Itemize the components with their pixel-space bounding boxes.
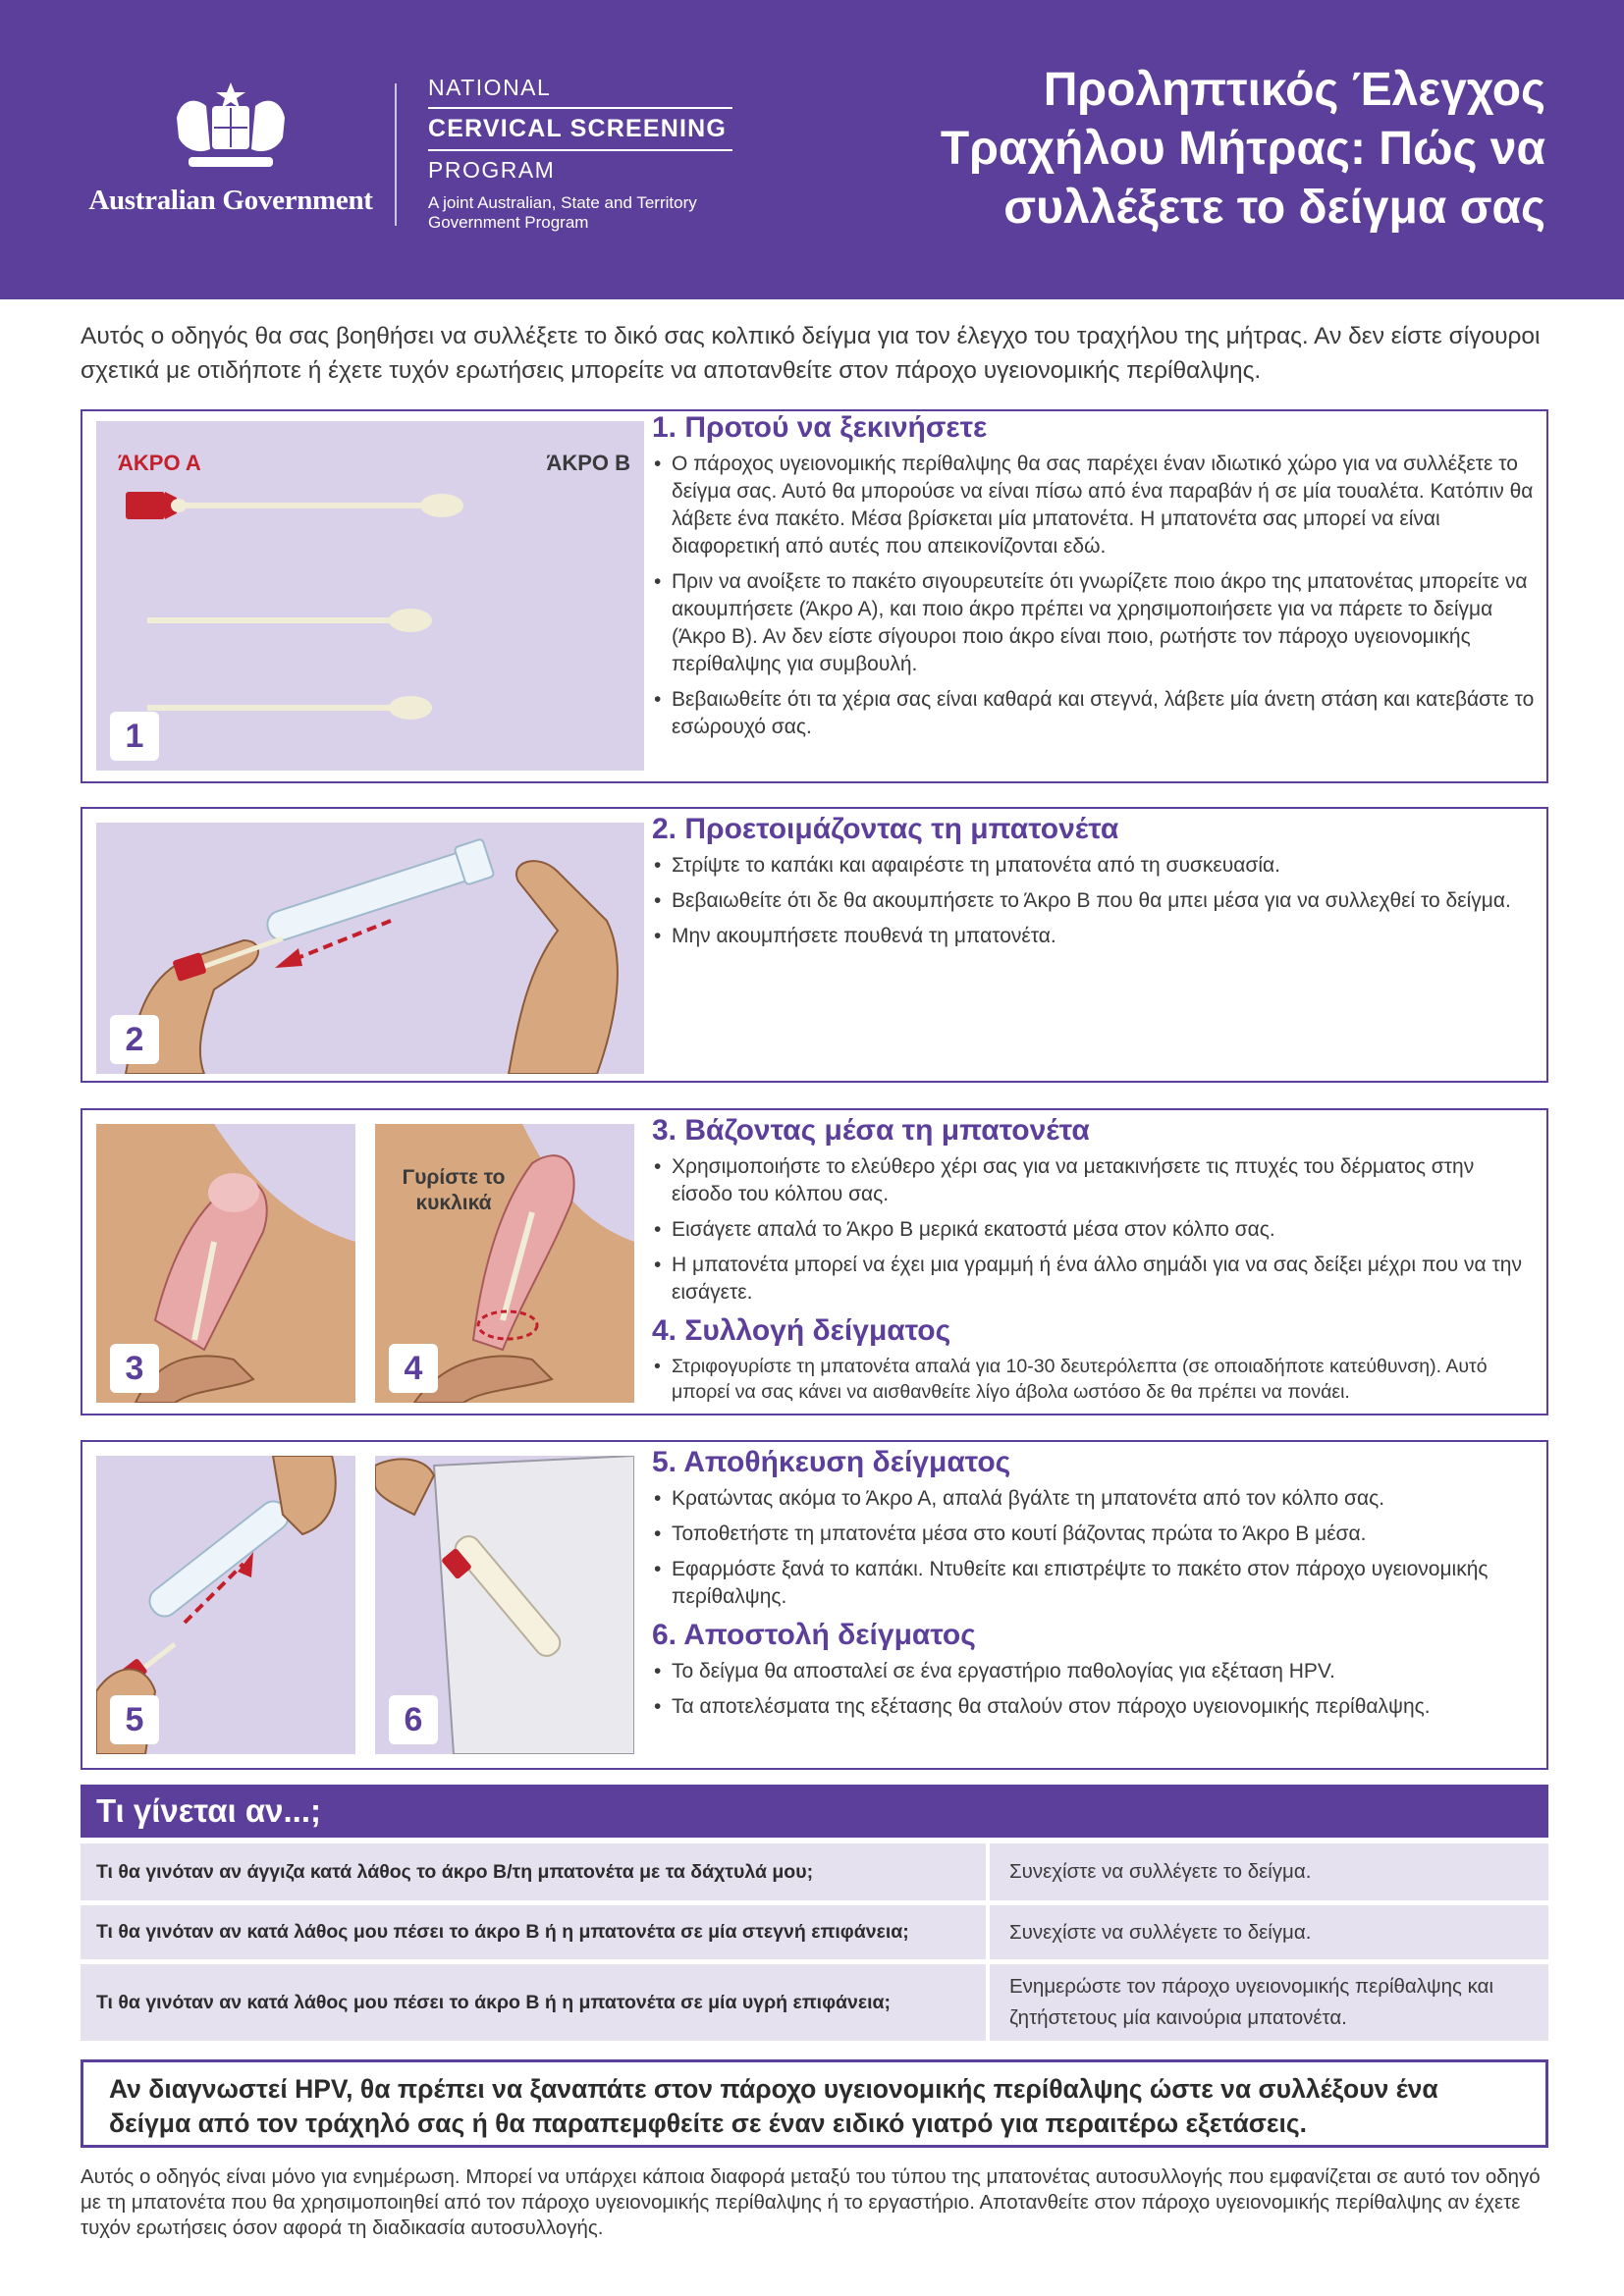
step-5-6-text (652, 1446, 1536, 1729)
step-heading: 6. Αποστολή δείγματος (652, 1619, 976, 1651)
faq-question: Τι θα γινόταν αν κατά λάθος μου πέσει το άκρο Β ή η μπατονέτα σε μία υγρή επιφάνεια; (96, 1991, 892, 2013)
bullet: • Πριν να ανοίξετε το πακέτο σιγουρευτείτε ότι γνωρίζετε ποιο άκρο της μπατονέτας μπορείτε να ακουμπήσετε (Άκρο Α), και ποιο άκρο πρέπει να χρησιμοποιήσετε για να πάρετε το δείγμα (Άκρο Β). Αν δεν είστε σίγουροι ποιο άκρο είναι ποιο, ρωτήστε τον πάροχο υγειονομικής περίθαλψης για συμβουλή. (652, 568, 1536, 678)
step-heading: 1. Προτού να ξεκινήσετε (652, 411, 988, 444)
step-bullets (652, 1354, 1536, 1405)
step-heading: 4. Συλλογή δείγματος (652, 1314, 951, 1347)
program-rule (428, 149, 732, 151)
label-end-b: ΆΚΡΟ Β (546, 451, 630, 475)
step-1-text (652, 411, 1536, 749)
faq-answer: Συνεχίστε να συλλέγετε το δείγμα. (986, 1905, 1548, 1959)
step-number: 5 (110, 1695, 159, 1744)
faq-question: Τι θα γινόταν αν άγγιζα κατά λάθος το άκρο Β/τη μπατονέτα με τα δάχτυλά μου; (96, 1860, 814, 1883)
gov-name: Australian Government (88, 185, 373, 216)
step-2-text (652, 813, 1536, 958)
faq-row (81, 1964, 1548, 2041)
page-header (0, 0, 1624, 299)
program-subtitle: A joint Australian, State and Territory Government Program (428, 193, 697, 232)
faq-answer: Ενημερώστε τον πάροχο υγειονομικής περίθαλψης και ζητήστετους μία καινούρια μπατονέτα. (986, 1964, 1548, 2041)
bullet: • Εισάγετε απαλά το Άκρο Β μερικά εκατοστά μέσα στον κόλπο σας. (652, 1216, 1536, 1244)
step-number: 4 (389, 1344, 438, 1393)
program-line1: NATIONAL (428, 75, 552, 100)
step-number: 1 (110, 712, 159, 761)
step-bullets (652, 1485, 1536, 1611)
step-bullets (652, 1153, 1536, 1307)
australian-government-logo (88, 79, 373, 217)
bullet: • Το δείγμα θα αποσταλεί σε ένα εργαστήριο παθολογίας για εξέταση HPV. (652, 1658, 1536, 1685)
step-3-illustration (96, 1124, 355, 1403)
step-2-illustration (96, 823, 644, 1074)
bullet: • Ο πάροχος υγειονομικής περίθαλψης θα σας παρέχει έναν ιδιωτικό χώρο για να συλλέξετε το δείγμα σας. Αυτό θα μπορούσε να είναι πίσω από ένα παραβάν ή σε μία τουαλέτα. Κατόπιν θα λάβετε ένα πακέτο. Μέσα βρίσκεται μία μπατονέτα. Η μπατονέτα σας μπορεί να είναι διαφορετική από αυτές που απεικονίζονται εδώ. (652, 451, 1536, 561)
bullet: • Κρατώντας ακόμα το Άκρο Α, απαλά βγάλτε τη μπατονέτα από τον κόλπο σας. (652, 1485, 1536, 1513)
page-title: Προληπτικός Έλεγχος Τραχήλου Μήτρας: Πώς να συλλέξετε το δείγμα σας (940, 64, 1545, 234)
hands-swab-icon (96, 823, 644, 1074)
bullet: • Βεβαιωθείτε ότι δε θα ακουμπήσετε το Άκρο Β που θα μπει μέσα για να συλλεχθεί το δείγμα. (652, 887, 1536, 915)
label-end-a: ΆΚΡΟ Α (118, 451, 201, 475)
header-divider (395, 83, 397, 226)
bullet: • Στριφογυρίστε τη μπατονέτα απαλά για 10-30 δευτερόλεπτα (σε οποιαδήποτε κατεύθυνση). Αυτό μπορεί να σας κάνει να αισθανθείτε λίγο άβολα ωστόσο δε θα πρέπει να πονάει. (652, 1354, 1536, 1405)
coat-of-arms-icon (167, 79, 295, 177)
step-number: 6 (389, 1695, 438, 1744)
bullet: • Τοποθετήστε τη μπατονέτα μέσα στο κουτί βάζοντας πρώτα το Άκρο Β μέσα. (652, 1521, 1536, 1548)
step-bullets (652, 1658, 1536, 1721)
step-5-6-panel (81, 1440, 1548, 1770)
faq-question: Τι θα γινόταν αν κατά λάθος μου πέσει το άκρο Β ή η μπατονέτα σε μία στεγνή επιφάνεια; (96, 1921, 909, 1943)
step-number: 3 (110, 1344, 159, 1393)
step-number: 2 (110, 1015, 159, 1064)
program-logo (428, 75, 752, 233)
step-bullets (652, 451, 1536, 741)
bullet: • Χρησιμοποιήστε το ελεύθερο χέρι σας για να μετακινήσετε τις πτυχές του δέρματος στην είσοδο του κόλπου σας. (652, 1153, 1536, 1208)
faq-answer: Συνεχίστε να συλλέγετε το δείγμα. (986, 1843, 1548, 1900)
step-bullets (652, 852, 1536, 950)
bullet: • Η μπατονέτα μπορεί να έχει μια γραμμή ή ένα άλλο σημάδι για να σας δείξει μέχρι που να την εισάγετε. (652, 1252, 1536, 1307)
bullet: • Τα αποτελέσματα της εξέτασης θα σταλούν στον πάροχο υγειονομικής περίθαλψης. (652, 1693, 1536, 1721)
program-line3: PROGRAM (428, 157, 556, 183)
step-1-panel (81, 409, 1548, 783)
rotate-label: Γυρίστε το κυκλικά (402, 1166, 506, 1214)
bullet: • Μην ακουμπήσετε πουθενά τη μπατονέτα. (652, 923, 1536, 950)
step-3-4-text (652, 1114, 1536, 1413)
hpv-note: Αν διαγνωστεί HPV, θα πρέπει να ξαναπάτε στον πάροχο υγειονομικής περίθαλψης ώστε να συλλέξουν ένα δείγμα από τον τράχηλό σας ή θα παραπεμφθείτε σε έναν ειδικό γιατρό για περαιτέρω εξετάσεις. (81, 2059, 1548, 2148)
bullet: • Στρίψτε το καπάκι και αφαιρέστε τη μπατονέτα από τη συσκευασία. (652, 852, 1536, 880)
bullet: • Εφαρμόστε ξανά το καπάκι. Ντυθείτε και επιστρέψτε το πακέτο στον πάροχο υγειονομικής περίθαλψης. (652, 1556, 1536, 1611)
program-line2: CERVICAL SCREENING (428, 115, 728, 142)
faq-row (81, 1843, 1548, 1900)
bullet: • Βεβαιωθείτε ότι τα χέρια σας είναι καθαρά και στεγνά, λάβετε μία άνετη στάση και κατεβάστε το εσώρουχό σας. (652, 686, 1536, 741)
faq-row (81, 1905, 1548, 1959)
intro-text: Αυτός ο οδηγός θα σας βοηθήσει να συλλέξετε το δικό σας κολπικό δείγμα για τον έλεγχο του τραχήλου της μήτρας. Αν δεν είστε σίγουροι σχετικά με οτιδήποτε ή έχετε τυχόν ερωτήσεις μπορείτε να απoτανθείτε στον πάροχο υγειονομικής περίθαλψης. (81, 323, 1541, 384)
step-2-panel (81, 807, 1548, 1083)
step-4-illustration (375, 1124, 634, 1403)
faq-heading: Τι γίνεται αν...; (81, 1785, 1548, 1838)
step-1-illustration (96, 421, 644, 771)
step-heading: 2. Προετοιμάζοντας τη μπατονέτα (652, 813, 1119, 845)
step-heading: 5. Αποθήκευση δείγματος (652, 1446, 1011, 1478)
footer-disclaimer: Αυτός ο οδηγός είναι μόνο για ενημέρωση. Μπορεί να υπάρχει κάποια διαφορά μεταξύ του τύπου της μπατονέτας αυτοσυλλογής που εμφανίζεται σε αυτό τον οδηγό με τη μπατονέτα που θα χρησιμοποιηθεί από τον πάροχο υγειονομικής περίθαλψης ή το εργαστήριο. Απoτανθείτε στον πάροχο υγειονομικής περίθαλψης αν έχετε τυχόν ερωτήσεις όσον αφορά τη διαδικασία αυτοσυλλογής. (81, 2165, 1541, 2239)
step-6-illustration (375, 1456, 634, 1754)
program-rule (428, 107, 732, 109)
step-5-illustration (96, 1456, 355, 1754)
step-3-4-panel (81, 1108, 1548, 1415)
step-heading: 3. Βάζοντας μέσα τη μπατονέτα (652, 1114, 1090, 1147)
